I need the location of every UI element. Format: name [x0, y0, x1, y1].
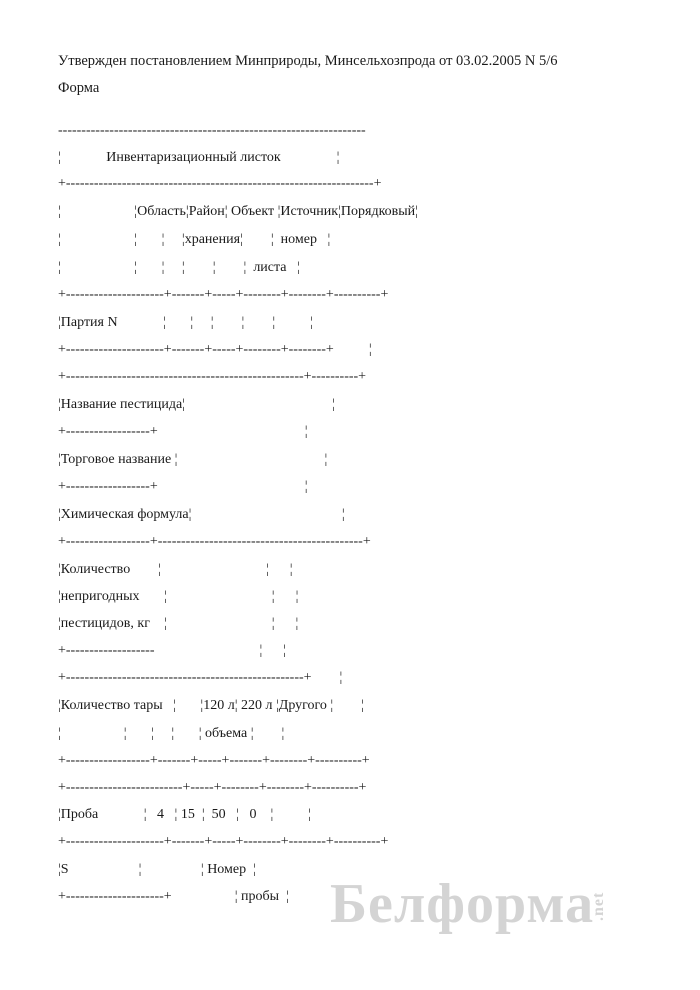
table-rule: +------------------+ ¦: [58, 424, 308, 439]
table-rule: +---------------------+-------+-----+--------+--------+----------+: [58, 287, 389, 302]
quantity-row-2: ¦непригодных ¦ ¦ ¦: [58, 589, 299, 604]
table-rule: +---------------------------------------------------+ ¦: [58, 670, 343, 685]
container-count-row-1: ¦Количество тары ¦ ¦120 л¦ 220 л ¦Другого ¦ ¦: [58, 698, 365, 713]
watermark-suffix-text: .net: [590, 891, 608, 921]
table-rule: +------------------------------------------------------------------+: [58, 176, 382, 191]
trade-name-row: ¦Торговое название ¦ ¦: [58, 452, 328, 467]
pesticide-name-row: ¦Название пестицида¦ ¦: [58, 397, 335, 412]
table-title-row: ¦ Инвентаризационный листок ¦: [58, 150, 340, 165]
table-rule: +------------------+--------------------------------------------+: [58, 534, 371, 549]
batch-row: ¦Партия N ¦ ¦ ¦ ¦ ¦ ¦: [58, 315, 313, 330]
brand-watermark: [330, 872, 623, 936]
area-row: ¦S ¦ ¦ Номер ¦: [58, 862, 256, 877]
quantity-row-1: ¦Количество ¦ ¦ ¦: [58, 562, 293, 577]
table-rule: +------------------- ¦ ¦: [58, 643, 287, 658]
column-headers-row-2: ¦ ¦ ¦ ¦хранения¦ ¦ номер ¦: [58, 232, 331, 247]
table-top-rule: ------------------------------------------------------------------: [58, 123, 366, 138]
container-count-row-2: ¦ ¦ ¦ ¦ ¦ объема ¦ ¦: [58, 726, 285, 741]
column-headers-row-1: ¦ ¦Область¦Район¦ Объект ¦Источник¦Порядковый¦: [58, 204, 418, 219]
form-label: Форма: [58, 80, 100, 96]
sample-number-row: +---------------------+ ¦ пробы ¦: [58, 889, 289, 904]
watermark-brand-text: Белформа: [330, 873, 595, 935]
quantity-row-3: ¦пестицидов, кг ¦ ¦ ¦: [58, 616, 299, 631]
chemical-formula-row: ¦Химическая формула¦ ¦: [58, 507, 345, 522]
table-rule: +------------------+-------+-----+-------+--------+----------+: [58, 753, 370, 768]
table-rule: +---------------------------------------------------+----------+: [58, 369, 367, 384]
column-headers-row-3: ¦ ¦ ¦ ¦ ¦ ¦ листа ¦: [58, 260, 300, 275]
sample-row: ¦Проба ¦ 4 ¦ 15 ¦ 50 ¦ 0 ¦ ¦: [58, 807, 312, 822]
table-rule: +---------------------+-------+-----+--------+--------+ ¦: [58, 342, 372, 357]
table-rule: +---------------------+-------+-----+--------+--------+----------+: [58, 834, 389, 849]
approval-note: Утвержден постановлением Минприроды, Минсельхозпрода от 03.02.2005 N 5/6: [58, 53, 558, 69]
table-rule: +------------------+ ¦: [58, 479, 308, 494]
table-rule: +-------------------------+-----+--------+--------+----------+: [58, 780, 367, 795]
